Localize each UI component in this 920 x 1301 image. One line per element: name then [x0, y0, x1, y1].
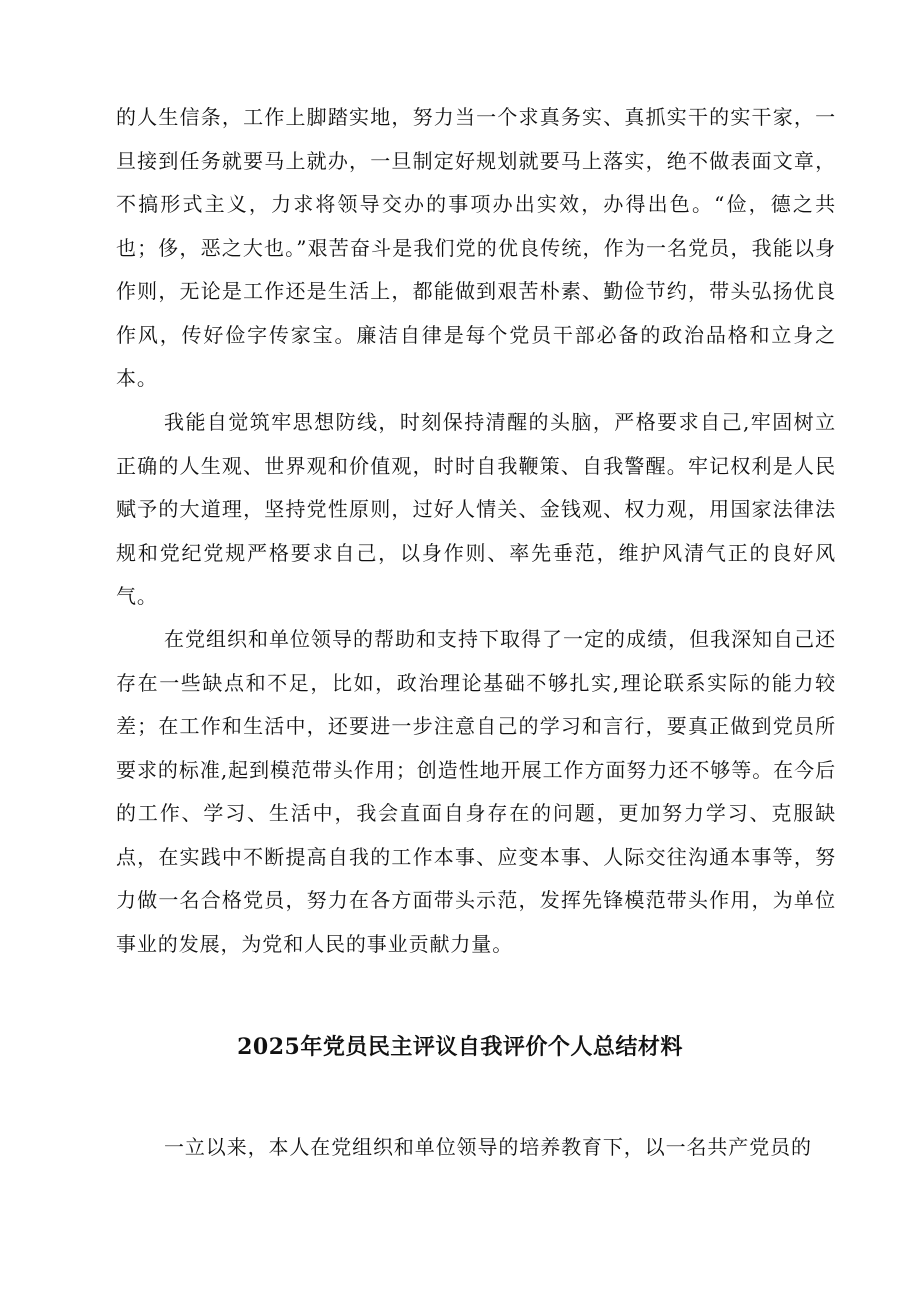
document-title: 2025年党员民主评议自我评价个人总结材料	[237, 1034, 683, 1060]
paragraph-continuation: 的人生信条，工作上脚踏实地，努力当一个求真务实、真抓实干的实干家，一旦接到任务就要马上就办，一旦制定好规划就要马上落实，绝不做表面文章，不搞形式主义，力求将领导交办的事项办出实效，办得出色。“俭，德之共也；侈，恶之大也。”艰苦奋斗是我们党的优良传统，作为一名党员，我能以身作则，无论是工作还是生活上，都能做到艰苦朴素、勤俭节约，带头弘扬优良作风，传好俭字传家宝。廉洁自律是每个党员干部必备的政治品格和立身之本。	[116, 105, 836, 390]
paragraph-shortcomings: 在党组织和单位领导的帮助和支持下取得了一定的成绩，但我深知自己还存在一些缺点和不足，比如，政治理论基础不够扎实,理论联系实际的能力较差；在工作和生活中，还要进一步注意自己的学习和言行，要真正做到党员所要求的标准,起到模范带头作用；创造性地开展工作方面努力还不够等。在今后的工作、学习、生活中，我会直面自身存在的问题，更加努力学习、克服缺点，在实践中不断提高自我的工作本事、应变本事、人际交往沟通本事等，努力做一名合格党员，努力在各方面带头示范，发挥先锋模范带头作用，为单位事业的发展，为党和人民的事业贡献力量。	[116, 627, 836, 956]
paragraph-thought-defense: 我能自觉筑牢思想防线，时刻保持清醒的头脑，严格要求自己,牢固树立正确的人生观、世界观和价值观，时时自我鞭策、自我警醒。牢记权利是人民赋予的大道理，坚持党性原则，过好人情关、金钱观、权力观，用国家法律法规和党纪党规严格要求自己，以身作则、率先垂范，维护风清气正的良好风气。	[116, 410, 836, 608]
paragraph-intro: 一立以来，本人在党组织和单位领导的培养教育下，以一名共产党员的	[164, 1135, 812, 1159]
